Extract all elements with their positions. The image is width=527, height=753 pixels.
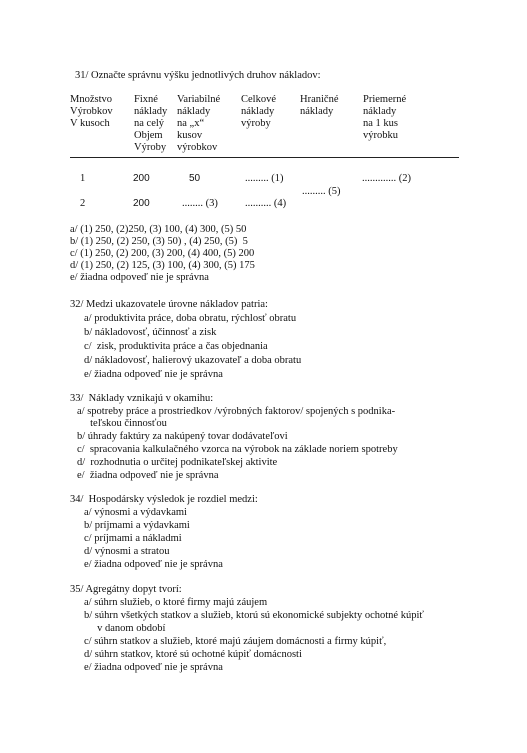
row1-variable: 50 [189, 173, 201, 184]
q31-option-c: c/ (1) 250, (2) 200, (3) 200, (4) 400, (5) 200 [70, 248, 255, 259]
row1-total: ......... (1) [245, 173, 284, 184]
q34-option-b: b/ príjmami a výdavkami [84, 520, 190, 531]
q32-option-a: a/ produktivita práce, doba obratu, rýchlosť obratu [84, 313, 297, 324]
table-header-rule [70, 157, 459, 158]
row2-fixed: 200 [133, 198, 150, 209]
q31-option-e: e/ žiadna odpoveď nie je správna [70, 272, 209, 283]
q35-option-b: b/ súhrn všetkých statkov a služieb, ktorú sú ekonomické subjekty ochotné kúpiť [84, 610, 424, 621]
q33-option-b: b/ úhrady faktúry za nakúpený tovar dodávateľovi [77, 431, 288, 442]
column-header-average-costs: Priemerné náklady na 1 kus výrobku [363, 94, 407, 141]
q35-option-e: e/ žiadna odpoveď nie je správna [84, 662, 223, 673]
column-header-total-costs: Celkové náklady výroby [241, 94, 276, 129]
q34-option-e: e/ žiadna odpoveď nie je správna [84, 559, 223, 570]
q34-option-c: c/ príjmami a nákladmi [84, 533, 182, 544]
q33-option-d: d/ rozhodnutia o určitej podnikateľskej aktivite [77, 457, 278, 468]
q32-option-c: c/ zisk, produktivita práce a čas objednania [84, 341, 268, 352]
question-35-title: 35/ Agregátny dopyt tvorí: [70, 584, 182, 595]
q31-option-a: a/ (1) 250, (2)250, (3) 100, (4) 300, (5) 50 [70, 224, 247, 235]
column-header-fixed-costs: Fixné náklady na celý Objem Výroby [134, 94, 168, 153]
q33-option-a-continued: teľskou činnosťou [77, 418, 167, 429]
column-header-variable-costs: Variabilné náklady na „x“ kusov výrobkov [177, 94, 221, 153]
q35-option-c: c/ súhrn statkov a služieb, ktoré majú záujem domácnosti a firmy kúpiť, [84, 636, 387, 647]
column-header-quantity: Množstvo Výrobkov V kusoch [70, 94, 113, 129]
q33-option-a: a/ spotreby práce a prostriedkov /výrobných faktorov/ spojených s podnika- [77, 406, 396, 417]
q33-option-e: e/ žiadna odpoveď nie je správna [77, 470, 219, 481]
q31-option-d: d/ (1) 250, (2) 125, (3) 100, (4) 300, (5) 175 [70, 260, 255, 271]
column-header-marginal-costs: Hraničné náklady [300, 94, 339, 117]
q35-option-b-continued: v danom období [84, 623, 166, 634]
row1-quantity: 1 [80, 173, 86, 184]
q34-option-d: d/ výnosmi a stratou [84, 546, 170, 557]
q35-option-d: d/ súhrn statkov, ktoré sú ochotné kúpiť domácnosti [84, 649, 302, 660]
row1-fixed: 200 [133, 173, 150, 184]
q33-option-c: c/ spracovania kalkulačného vzorca na výrobok na základe noriem spotreby [77, 444, 398, 455]
q32-option-b: b/ nákladovosť, účinnosť a zisk [84, 327, 217, 338]
q31-option-b: b/ (1) 250, (2) 250, (3) 50) , (4) 250, (5) 5 [70, 236, 248, 247]
row2-variable: ........ (3) [182, 198, 218, 209]
question-31-title: 31/ Označte správnu výšku jednotlivých druhov nákladov: [75, 70, 321, 81]
question-32-title: 32/ Medzi ukazovatele úrovne nákladov patria: [70, 299, 268, 310]
question-33-title: 33/ Náklady vznikajú v okamihu: [70, 393, 214, 404]
row2-total: .......... (4) [245, 198, 287, 209]
q34-option-a: a/ výnosmi a výdavkami [84, 507, 187, 518]
marginal-value: ......... (5) [302, 186, 341, 197]
q32-option-e: e/ žiadna odpoveď nie je správna [84, 369, 223, 380]
row1-average: ............. (2) [362, 173, 411, 184]
q35-option-a: a/ súhrn služieb, o ktoré firmy majú záujem [84, 597, 268, 608]
q32-option-d: d/ nákladovosť, halierový ukazovateľ a doba obratu [84, 355, 302, 366]
row2-quantity: 2 [80, 198, 86, 209]
question-34-title: 34/ Hospodársky výsledok je rozdiel medzi: [70, 494, 258, 505]
